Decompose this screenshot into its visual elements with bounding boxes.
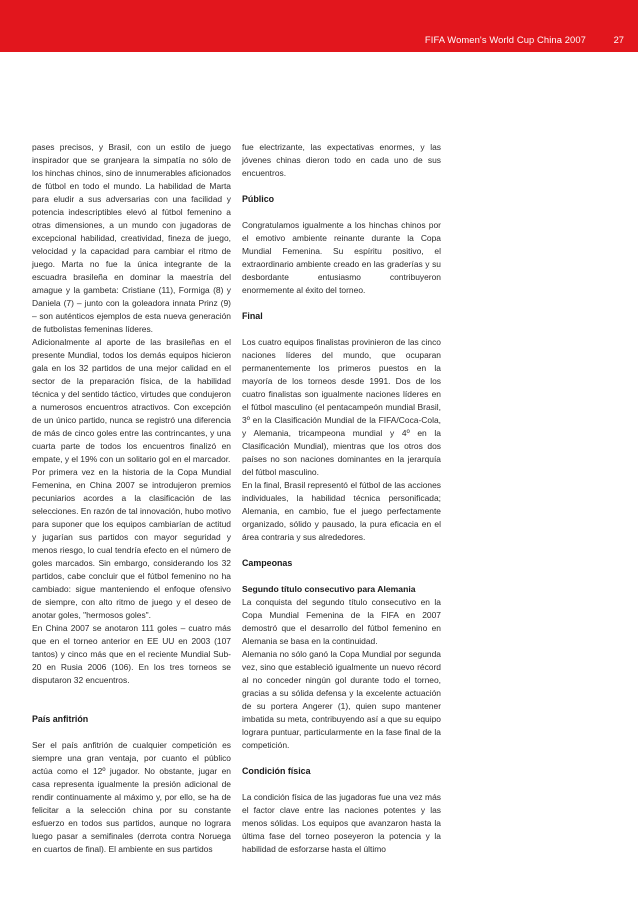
paragraph: La conquista del segundo título consecutivo en la Copa Mundial Femenina de la FIFA en 2007 demostró que el desarrollo del fútbol femenino en Alemania se basa en la continuidad. — [242, 597, 441, 646]
subheading-alemania: Segundo título consecutivo para Alemania — [242, 584, 416, 594]
section-heading-pais-anfitrion: País anfitrión — [32, 714, 89, 724]
paragraph: pases precisos, y Brasil, con un estilo de juego inspirador que se granjeara la simpatía no sólo de los hinchas chinos, sino de innumerables aficionados de fútbol en todo el mundo. La habilidad de Marta para eludir a sus adversarias con una facilidad y potencia indescriptibles elevó al fútbol femenino a otras dimensiones, a un mundo con jugadoras de excepcional habilidad, creatividad, fineza de juego, velocidad y la capacidad para cambiar el ritmo de juego. Marta no fue la única integrante de la escuadra brasileña en dominar la maestría del amague y la gambeta: Cristiane (11), Formiga (8) y Daniela (7) – junto con la goleadora innata Prinz (9) – son auténticos ejemplos de esta nueva generación de futbolistas femeninas líderes. — [32, 142, 231, 334]
paragraph: Adicionalmente al aporte de las brasileñas en el presente Mundial, todos los demás equipos hicieron gala en los 32 partidos de una mejor calidad en el sector de la preparación física, de la habilidad técnica y del sentido táctico, virtudes que condujeron a numerosos encuentros atractivos. Con excepción de un único partido, nunca se registró una diferencia de más de cinco goles entre las contrincantes, y una cuarta parte de todos los encuentros finalizó en empate, y el 19% con un solitario gol en el marcador. — [32, 337, 231, 464]
paragraph: En la final, Brasil representó el fútbol de las acciones individuales, la habilidad técnica personificada; Alemania, en cambio, fue el juego perfectamente organizado, sólido y pausado, la pura eficacia en el área contraria y sus alrededores. — [242, 480, 441, 542]
paragraph: fue electrizante, las expectativas enormes, y las jóvenes chinas dieron todo en cada uno de sus encuentros. — [242, 142, 441, 178]
paragraph: En China 2007 se anotaron 111 goles – cuatro más que en el torneo anterior en EE UU en 2003 (107 tantos) y cinco más que en el reciente Mundial Sub-20 en Rusia 2006 (106). En los tres torneos se disputaron 32 encuentros. — [32, 623, 231, 685]
section-heading-publico: Público — [242, 194, 275, 204]
header-title: FIFA Women's World Cup China 2007 — [424, 34, 586, 45]
paragraph: Ser el país anfitrión de cualquier competición es siempre una gran ventaja, por cuanto el público actúa como el 12º jugador. No obstante, jugar en casa representa igualmente la presión adicional de rendir continuamente al máximo y, por ello, se ha de felicitar a la selección china por su constante esfuerzo en todos sus partidos, aunque no lograra luego pasar a semifinales (derrota contra Noruega en cuartos de final). El ambiente en sus partidos — [32, 740, 231, 854]
paragraph: Alemania no sólo ganó la Copa Mundial por segunda vez, sino que estableció igualmente un nuevo récord al no conceder ningún gol durante todo el torneo, gracias a su sólida defensa y la excelente actuación de su portera Angerer (1), quien supo mantener imbatida su meta, contribuyendo así a que su equipo lograra puntuar, particularmente en la fase final de la competición. — [242, 649, 441, 750]
left-column — [32, 141, 231, 856]
page-number: 27 — [613, 34, 624, 45]
section-heading-condicion-fisica: Condición física — [242, 766, 311, 776]
right-column — [242, 141, 441, 856]
header-bar — [0, 0, 638, 52]
section-heading-final: Final — [242, 311, 263, 321]
paragraph: Congratulamos igualmente a los hinchas chinos por el emotivo ambiente reinante durante la Copa Mundial Femenina. Su espíritu positivo, el extraordinario ambiente creado en las graderías y su desbordante entusiasmo contribuyeron enormemente al éxito del torneo. — [242, 220, 441, 295]
paragraph: Los cuatro equipos finalistas provinieron de las cinco naciones líderes del mundo, que ocuparan permanentemente los primeros puestos en la mayoría de los torneos desde 1991. Dos de los cuatro finalistas son igualmente naciones líderes en el fútbol masculino (el pentacampeón mundial Brasil, 3º en la Clasificación Mundial de la FIFA/Coca-Cola, y Alemania, tricampeona mundial y 4º en la Clasificación Mundial), mientras que los otros dos países no son naciones dominantes en la jerarquía del fútbol masculino. — [242, 337, 441, 477]
paragraph: La condición física de las jugadoras fue una vez más el factor clave entre las naciones potentes y las menos sólidas. Los equipos que avanzaron hasta la última fase del torneo poseyeron la potencia y la habilidad de esforzarse hasta el último — [242, 792, 441, 854]
paragraph: Por primera vez en la historia de la Copa Mundial Femenina, en China 2007 se introdujeron premios pecuniarios acordes a la clasificación de las selecciones. En razón de tal innovación, hubo motivo para suponer que los equipos cambiarían de actitud y jugarían sus partidos con mayor seguridad y menos riesgo, lo cual tendría efecto en el número de goles marcados. Sin embargo, considerando los 32 partidos, cabe concluir que el fútbol femenino no ha cambiado: sigue manteniendo el enfoque ofensivo de siempre, con alto ritmo de juego y el deseo de anotar goles, "hermosos goles". — [32, 467, 231, 620]
section-heading-campeonas: Campeonas — [242, 558, 293, 568]
